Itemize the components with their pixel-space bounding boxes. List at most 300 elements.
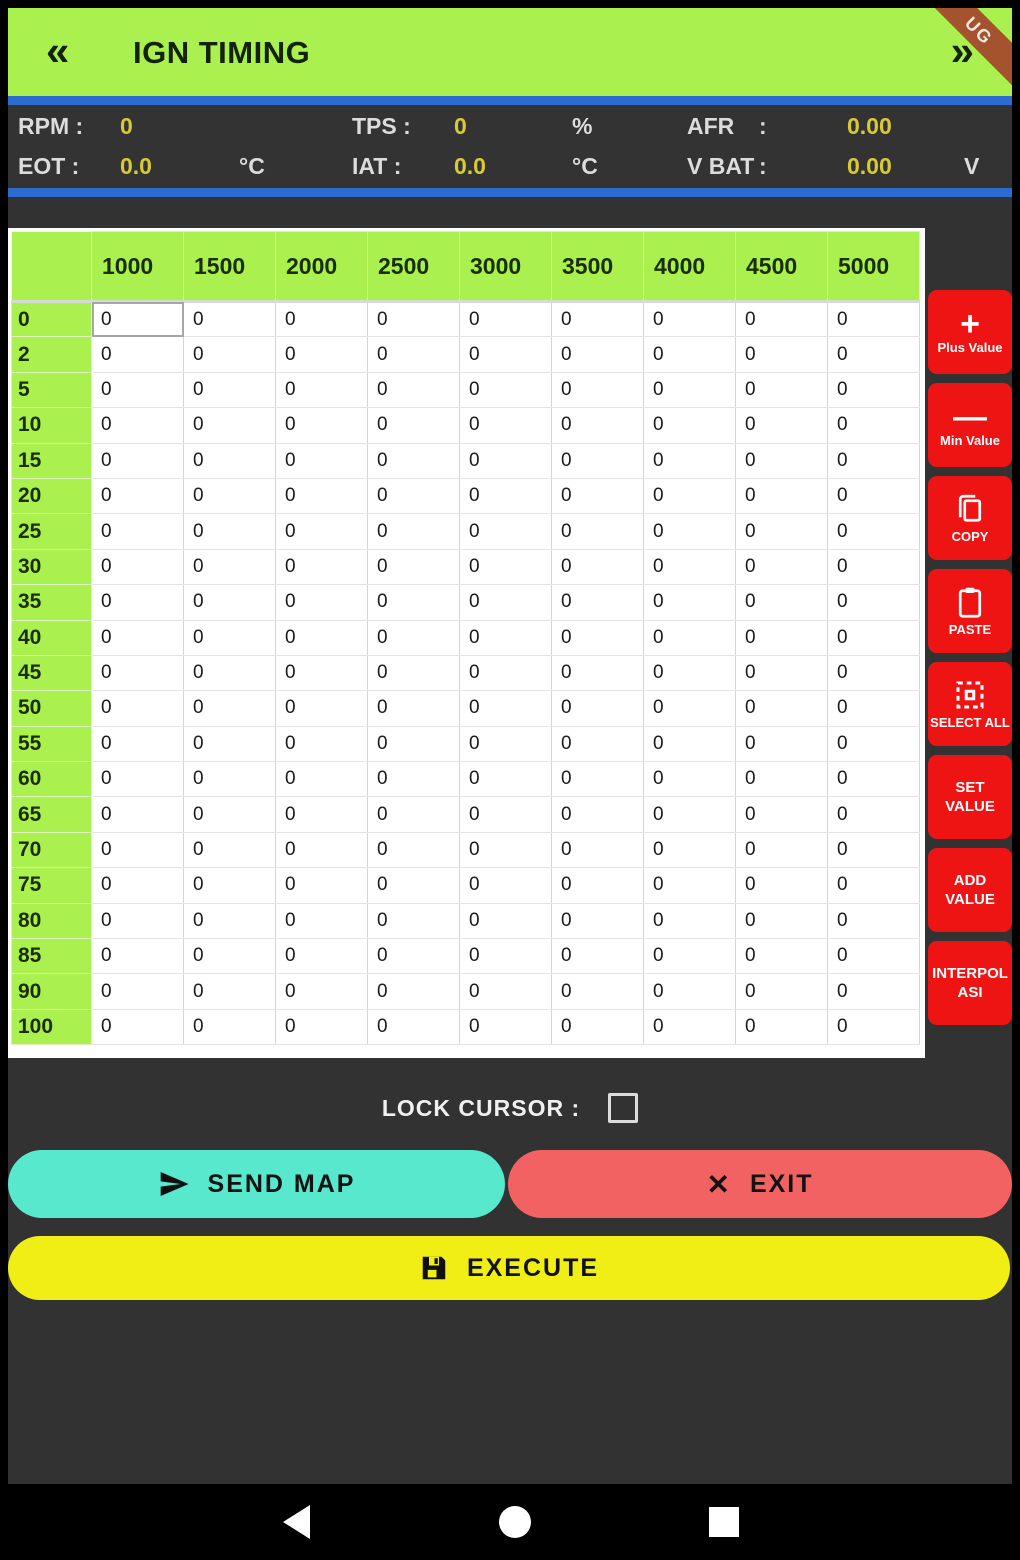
table-cell[interactable]: 0 <box>368 974 460 1009</box>
table-cell[interactable]: 0 <box>736 868 828 903</box>
table-cell[interactable]: 0 <box>460 372 552 407</box>
table-cell[interactable]: 0 <box>276 832 368 867</box>
home-icon[interactable] <box>499 1506 531 1538</box>
table-cell[interactable]: 0 <box>644 549 736 584</box>
status-row <box>8 146 1012 186</box>
table-cell[interactable]: 0 <box>460 585 552 620</box>
table-cell[interactable]: 0 <box>552 620 644 655</box>
table-cell[interactable]: 0 <box>552 655 644 690</box>
table-cell[interactable]: 0 <box>552 832 644 867</box>
table-cell[interactable]: 0 <box>552 726 644 761</box>
table-cell[interactable]: 0 <box>184 302 276 337</box>
status-unit: V <box>964 152 980 179</box>
table-row <box>12 408 920 443</box>
table-cell[interactable]: 0 <box>184 478 276 513</box>
table-cell[interactable]: 0 <box>552 903 644 938</box>
row-header-70[interactable]: 70 <box>12 832 92 867</box>
table-cell[interactable]: 0 <box>368 655 460 690</box>
row-header-2[interactable]: 2 <box>12 337 92 372</box>
side-button-label: SELECT ALL <box>930 714 1010 730</box>
table-cell[interactable]: 0 <box>644 1009 736 1044</box>
table-cell[interactable]: 0 <box>92 549 184 584</box>
table-cell[interactable]: 0 <box>276 443 368 478</box>
table-cell[interactable]: 0 <box>460 974 552 1009</box>
row-header-60[interactable]: 60 <box>12 762 92 797</box>
table-cell[interactable]: 0 <box>92 302 184 337</box>
table-cell[interactable]: 0 <box>92 514 184 549</box>
table-cell[interactable]: 0 <box>460 939 552 974</box>
table-cell[interactable]: 0 <box>460 478 552 513</box>
table-cell[interactable]: 0 <box>552 974 644 1009</box>
table-cell[interactable]: 0 <box>552 302 644 337</box>
table-cell[interactable]: 0 <box>184 868 276 903</box>
status-label: IAT : <box>352 152 402 179</box>
table-cell[interactable]: 0 <box>828 691 920 726</box>
lock-cursor-checkbox[interactable] <box>608 1093 638 1123</box>
side-button-label: Plus Value <box>937 339 1003 355</box>
table-cell[interactable]: 0 <box>276 478 368 513</box>
table-cell[interactable]: 0 <box>276 974 368 1009</box>
status-separator: : <box>759 152 767 179</box>
table-cell[interactable]: 0 <box>184 443 276 478</box>
table-cell[interactable]: 0 <box>552 762 644 797</box>
table-cell[interactable]: 0 <box>184 726 276 761</box>
table-cell[interactable]: 0 <box>92 408 184 443</box>
status-label: AFR <box>687 112 735 139</box>
table-cell[interactable]: 0 <box>92 797 184 832</box>
table-cell[interactable]: 0 <box>92 337 184 372</box>
table-row <box>12 974 920 1009</box>
table-cell[interactable]: 0 <box>460 1009 552 1044</box>
table-cell[interactable]: 0 <box>276 726 368 761</box>
row-header-55[interactable]: 55 <box>12 726 92 761</box>
table-cell[interactable]: 0 <box>368 762 460 797</box>
table-cell[interactable]: 0 <box>644 726 736 761</box>
table-cell[interactable]: 0 <box>644 974 736 1009</box>
table-cell[interactable]: 0 <box>552 797 644 832</box>
status-value: 0.00 <box>847 152 892 179</box>
send-map-label: SEND MAP <box>207 1169 356 1198</box>
table-cell[interactable]: 0 <box>92 443 184 478</box>
map-table-panel <box>8 228 925 1058</box>
interpolasi-button[interactable] <box>928 941 1012 1025</box>
table-cell[interactable]: 0 <box>736 514 828 549</box>
table-cell[interactable]: 0 <box>92 655 184 690</box>
table-cell[interactable]: 0 <box>368 868 460 903</box>
table-cell[interactable]: 0 <box>460 691 552 726</box>
col-header-5000[interactable]: 5000 <box>828 232 920 302</box>
table-cell[interactable]: 0 <box>828 337 920 372</box>
prev-map-button[interactable]: « <box>46 27 70 74</box>
plus-icon: + <box>960 304 980 343</box>
table-cell[interactable]: 0 <box>368 903 460 938</box>
status-value: 0.0 <box>454 152 486 179</box>
table-cell[interactable]: 0 <box>644 302 736 337</box>
table-cell[interactable]: 0 <box>92 726 184 761</box>
table-cell[interactable]: 0 <box>552 549 644 584</box>
table-cell[interactable]: 0 <box>828 478 920 513</box>
table-cell[interactable]: 0 <box>736 372 828 407</box>
exit-button[interactable] <box>508 1150 1012 1218</box>
table-row <box>12 1009 920 1044</box>
table-cell[interactable]: 0 <box>92 974 184 1009</box>
table-row <box>12 514 920 549</box>
back-icon[interactable] <box>283 1505 310 1539</box>
table-cell[interactable]: 0 <box>368 939 460 974</box>
table-cell[interactable]: 0 <box>828 372 920 407</box>
table-cell[interactable]: 0 <box>460 408 552 443</box>
table-cell[interactable]: 0 <box>368 691 460 726</box>
table-cell[interactable]: 0 <box>828 903 920 938</box>
table-cell[interactable]: 0 <box>644 620 736 655</box>
table-cell[interactable]: 0 <box>92 478 184 513</box>
divider-bottom <box>8 188 1012 197</box>
table-cell[interactable]: 0 <box>828 620 920 655</box>
table-cell[interactable]: 0 <box>644 939 736 974</box>
table-cell[interactable]: 0 <box>92 762 184 797</box>
side-toolbar <box>928 290 1012 1025</box>
table-row <box>12 939 920 974</box>
row-header-10[interactable]: 10 <box>12 408 92 443</box>
table-cell[interactable]: 0 <box>644 408 736 443</box>
table-row <box>12 302 920 337</box>
table-cell[interactable]: 0 <box>552 443 644 478</box>
table-row <box>12 797 920 832</box>
set-value-button[interactable] <box>928 755 1012 839</box>
table-cell[interactable]: 0 <box>184 514 276 549</box>
execute-button[interactable] <box>8 1236 1010 1300</box>
table-row <box>12 655 920 690</box>
table-cell[interactable]: 0 <box>276 939 368 974</box>
row-header-50[interactable]: 50 <box>12 691 92 726</box>
table-cell[interactable]: 0 <box>460 868 552 903</box>
table-cell[interactable]: 0 <box>368 443 460 478</box>
table-cell[interactable]: 0 <box>92 832 184 867</box>
row-header-85[interactable]: 85 <box>12 939 92 974</box>
table-cell[interactable]: 0 <box>736 443 828 478</box>
table-cell[interactable]: 0 <box>552 939 644 974</box>
table-cell[interactable]: 0 <box>92 372 184 407</box>
table-cell[interactable]: 0 <box>276 1009 368 1044</box>
table-cell[interactable]: 0 <box>828 797 920 832</box>
table-cell[interactable]: 0 <box>92 1009 184 1044</box>
divider-top <box>8 96 1012 105</box>
table-row <box>12 337 920 372</box>
row-header-80[interactable]: 80 <box>12 903 92 938</box>
table-cell[interactable]: 0 <box>184 691 276 726</box>
copy-icon <box>952 491 988 527</box>
table-cell[interactable]: 0 <box>736 974 828 1009</box>
table-cell[interactable]: 0 <box>368 408 460 443</box>
table-cell[interactable]: 0 <box>644 514 736 549</box>
send-map-button[interactable] <box>8 1150 505 1218</box>
table-cell[interactable]: 0 <box>184 585 276 620</box>
table-cell[interactable]: 0 <box>552 1009 644 1044</box>
table-cell[interactable]: 0 <box>276 903 368 938</box>
table-cell[interactable]: 0 <box>184 549 276 584</box>
table-cell[interactable]: 0 <box>460 832 552 867</box>
table-cell[interactable]: 0 <box>460 620 552 655</box>
table-cell[interactable]: 0 <box>736 726 828 761</box>
table-cell[interactable]: 0 <box>736 620 828 655</box>
table-cell[interactable]: 0 <box>736 1009 828 1044</box>
table-row <box>12 478 920 513</box>
table-cell[interactable]: 0 <box>368 585 460 620</box>
status-unit: % <box>572 112 593 139</box>
table-cell[interactable]: 0 <box>460 514 552 549</box>
table-cell[interactable]: 0 <box>184 974 276 1009</box>
row-header-65[interactable]: 65 <box>12 797 92 832</box>
table-cell[interactable]: 0 <box>368 1009 460 1044</box>
table-cell[interactable]: 0 <box>828 408 920 443</box>
table-row <box>12 762 920 797</box>
status-label: EOT : <box>18 152 80 179</box>
minus-icon: — <box>953 397 987 436</box>
table-cell[interactable]: 0 <box>184 832 276 867</box>
table-cell[interactable]: 0 <box>368 372 460 407</box>
table-cell[interactable]: 0 <box>644 832 736 867</box>
row-header-75[interactable]: 75 <box>12 868 92 903</box>
table-cell[interactable]: 0 <box>552 868 644 903</box>
table-cell[interactable]: 0 <box>552 514 644 549</box>
save-icon <box>419 1253 449 1283</box>
table-cell[interactable]: 0 <box>276 691 368 726</box>
table-cell[interactable]: 0 <box>368 514 460 549</box>
table-cell[interactable]: 0 <box>184 797 276 832</box>
table-cell[interactable]: 0 <box>736 797 828 832</box>
status-value: 0 <box>120 112 133 139</box>
plus-value-button[interactable] <box>928 290 1012 374</box>
table-cell[interactable]: 0 <box>644 585 736 620</box>
table-cell[interactable]: 0 <box>368 302 460 337</box>
row-header-15[interactable]: 15 <box>12 443 92 478</box>
table-cell[interactable]: 0 <box>184 655 276 690</box>
table-cell[interactable]: 0 <box>644 372 736 407</box>
table-cell[interactable]: 0 <box>828 655 920 690</box>
table-cell[interactable]: 0 <box>184 1009 276 1044</box>
recents-icon[interactable] <box>709 1507 739 1537</box>
table-cell[interactable]: 0 <box>828 443 920 478</box>
select-all-button[interactable] <box>928 662 1012 746</box>
row-header-25[interactable]: 25 <box>12 514 92 549</box>
row-header-45[interactable]: 45 <box>12 655 92 690</box>
table-cell[interactable]: 0 <box>92 691 184 726</box>
table-cell[interactable]: 0 <box>460 903 552 938</box>
table-cell[interactable]: 0 <box>828 868 920 903</box>
table-cell[interactable]: 0 <box>276 408 368 443</box>
table-cell[interactable]: 0 <box>276 797 368 832</box>
table-cell[interactable]: 0 <box>460 762 552 797</box>
table-cell[interactable]: 0 <box>368 337 460 372</box>
table-row <box>12 726 920 761</box>
side-button-label: PASTE <box>948 621 992 637</box>
table-cell[interactable]: 0 <box>460 655 552 690</box>
table-cell[interactable]: 0 <box>644 762 736 797</box>
table-cell[interactable]: 0 <box>644 443 736 478</box>
col-header-4500[interactable]: 4500 <box>736 232 828 302</box>
table-cell[interactable]: 0 <box>184 337 276 372</box>
table-cell[interactable]: 0 <box>368 549 460 584</box>
exit-label: EXIT <box>749 1169 814 1198</box>
table-cell[interactable]: 0 <box>276 302 368 337</box>
table-cell[interactable]: 0 <box>736 691 828 726</box>
table-cell[interactable]: 0 <box>184 408 276 443</box>
status-separator: : <box>759 112 767 139</box>
table-cell[interactable]: 0 <box>736 408 828 443</box>
table-cell[interactable]: 0 <box>828 549 920 584</box>
table-cell[interactable]: 0 <box>184 939 276 974</box>
table-cell[interactable]: 0 <box>736 478 828 513</box>
status-unit: °C <box>239 152 265 179</box>
row-header-20[interactable]: 20 <box>12 478 92 513</box>
table-cell[interactable]: 0 <box>460 302 552 337</box>
table-corner-cell <box>12 232 92 302</box>
table-row <box>12 832 920 867</box>
row-header-40[interactable]: 40 <box>12 620 92 655</box>
table-cell[interactable]: 0 <box>736 762 828 797</box>
table-cell[interactable]: 0 <box>460 726 552 761</box>
table-cell[interactable]: 0 <box>276 549 368 584</box>
col-header-4000[interactable]: 4000 <box>644 232 736 302</box>
side-button-label: INTERPOLASI <box>932 964 1008 1001</box>
status-label: V BAT <box>687 152 755 179</box>
table-cell[interactable]: 0 <box>736 903 828 938</box>
table-row <box>12 903 920 938</box>
paste-button[interactable] <box>928 569 1012 653</box>
timing-table <box>11 231 920 1045</box>
table-cell[interactable]: 0 <box>184 620 276 655</box>
android-navbar <box>0 1484 1020 1560</box>
status-panel <box>8 105 1012 188</box>
table-cell[interactable]: 0 <box>276 868 368 903</box>
table-cell[interactable]: 0 <box>368 832 460 867</box>
table-cell[interactable]: 0 <box>92 868 184 903</box>
table-cell[interactable]: 0 <box>828 939 920 974</box>
table-row <box>12 868 920 903</box>
table-cell[interactable]: 0 <box>644 797 736 832</box>
table-cell[interactable]: 0 <box>184 372 276 407</box>
col-header-3500[interactable]: 3500 <box>552 232 644 302</box>
table-cell[interactable]: 0 <box>644 691 736 726</box>
table-row <box>12 372 920 407</box>
status-row <box>8 106 1012 146</box>
min-value-button[interactable] <box>928 383 1012 467</box>
table-cell[interactable]: 0 <box>552 585 644 620</box>
corner-ribbon: UG <box>887 8 1012 96</box>
table-cell[interactable]: 0 <box>828 762 920 797</box>
table-cell[interactable]: 0 <box>460 337 552 372</box>
table-cell[interactable]: 0 <box>736 939 828 974</box>
row-header-100[interactable]: 100 <box>12 1009 92 1044</box>
table-cell[interactable]: 0 <box>276 337 368 372</box>
status-unit: °C <box>572 152 598 179</box>
table-cell[interactable]: 0 <box>552 337 644 372</box>
lock-cursor-label: LOCK CURSOR : <box>381 1094 581 1121</box>
table-cell[interactable]: 0 <box>368 620 460 655</box>
row-header-30[interactable]: 30 <box>12 549 92 584</box>
table-row <box>12 443 920 478</box>
table-cell[interactable]: 0 <box>368 797 460 832</box>
table-cell[interactable]: 0 <box>368 726 460 761</box>
table-cell[interactable]: 0 <box>184 762 276 797</box>
table-cell[interactable]: 0 <box>92 939 184 974</box>
paste-icon <box>952 584 988 620</box>
table-cell[interactable]: 0 <box>736 549 828 584</box>
status-value: 0.00 <box>847 112 892 139</box>
table-cell[interactable]: 0 <box>552 372 644 407</box>
table-cell[interactable]: 0 <box>460 443 552 478</box>
table-cell[interactable]: 0 <box>92 620 184 655</box>
row-header-5[interactable]: 5 <box>12 372 92 407</box>
table-cell[interactable]: 0 <box>736 832 828 867</box>
table-row <box>12 585 920 620</box>
table-cell[interactable]: 0 <box>644 868 736 903</box>
app-content <box>8 8 1012 1484</box>
table-cell[interactable]: 0 <box>92 903 184 938</box>
copy-button[interactable] <box>928 476 1012 560</box>
table-cell[interactable]: 0 <box>736 585 828 620</box>
table-cell[interactable]: 0 <box>276 762 368 797</box>
table-cell[interactable]: 0 <box>644 337 736 372</box>
table-row <box>12 549 920 584</box>
table-cell[interactable]: 0 <box>828 1009 920 1044</box>
table-cell[interactable]: 0 <box>276 620 368 655</box>
table-cell[interactable]: 0 <box>736 302 828 337</box>
table-row <box>12 620 920 655</box>
side-button-label: COPY <box>951 528 989 544</box>
table-cell[interactable]: 0 <box>828 832 920 867</box>
table-cell[interactable]: 0 <box>368 478 460 513</box>
status-label: TPS : <box>352 112 411 139</box>
table-cell[interactable]: 0 <box>552 478 644 513</box>
app-header <box>8 8 1012 96</box>
status-value: 0.0 <box>120 152 152 179</box>
col-header-2500[interactable]: 2500 <box>368 232 460 302</box>
table-cell[interactable]: 0 <box>828 726 920 761</box>
table-cell[interactable]: 0 <box>552 408 644 443</box>
table-cell[interactable]: 0 <box>460 549 552 584</box>
table-cell[interactable]: 0 <box>644 655 736 690</box>
table-cell[interactable]: 0 <box>736 337 828 372</box>
table-cell[interactable]: 0 <box>276 372 368 407</box>
side-button-label: SET VALUE <box>945 778 995 815</box>
col-header-3000[interactable]: 3000 <box>460 232 552 302</box>
table-cell[interactable]: 0 <box>460 797 552 832</box>
table-cell[interactable]: 0 <box>92 585 184 620</box>
table-row <box>12 691 920 726</box>
table-cell[interactable]: 0 <box>276 514 368 549</box>
table-cell[interactable]: 0 <box>828 514 920 549</box>
table-cell[interactable]: 0 <box>644 903 736 938</box>
col-header-1500[interactable]: 1500 <box>184 232 276 302</box>
add-value-button[interactable] <box>928 848 1012 932</box>
next-map-button[interactable]: » <box>950 27 974 74</box>
table-cell[interactable]: 0 <box>828 974 920 1009</box>
col-header-1000[interactable]: 1000 <box>92 232 184 302</box>
table-cell[interactable]: 0 <box>276 585 368 620</box>
col-header-2000[interactable]: 2000 <box>276 232 368 302</box>
table-cell[interactable]: 0 <box>644 478 736 513</box>
row-header-90[interactable]: 90 <box>12 974 92 1009</box>
table-cell[interactable]: 0 <box>828 302 920 337</box>
table-cell[interactable]: 0 <box>736 655 828 690</box>
table-cell[interactable]: 0 <box>276 655 368 690</box>
table-cell[interactable]: 0 <box>828 585 920 620</box>
row-header-0[interactable]: 0 <box>12 302 92 337</box>
table-cell[interactable]: 0 <box>184 903 276 938</box>
table-cell[interactable]: 0 <box>552 691 644 726</box>
row-header-35[interactable]: 35 <box>12 585 92 620</box>
